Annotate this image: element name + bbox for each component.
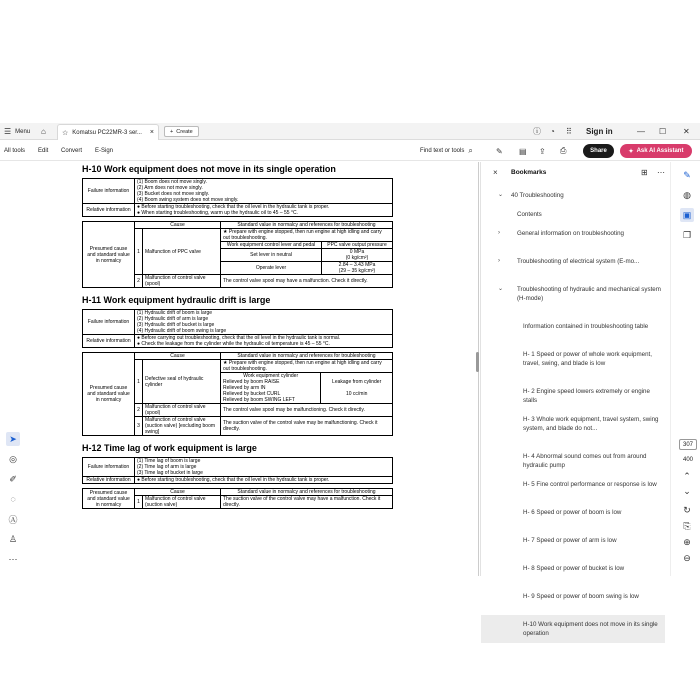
bookmark-item[interactable] [481, 531, 665, 559]
failure-info: (1) Hydraulic drift of boom is large (2) Hydraulic drift of arm is large (3) Hydraulic drift of bucket is large (4) Hydraulic drift of boom swing is large [135, 310, 393, 335]
standard-header: Standard value in normalcy and references for troubleshooting [221, 222, 393, 229]
bookmark-item[interactable] [481, 615, 665, 643]
minimize-icon[interactable]: — [637, 127, 645, 136]
presumed-label: Presumed cause and standard value in normalcy [83, 353, 135, 436]
h10-failure-table [82, 178, 393, 217]
h12-failure-table [82, 457, 393, 484]
bookmark-label: Information contained in troubleshooting table [523, 323, 649, 330]
plus-icon: + [170, 128, 174, 135]
cause-header: Cause [135, 489, 221, 496]
relative-info: ● Before starting troubleshooting, check that the oil level in the hydraulic tank is proper. ● When starting troubleshooting, warm up the hydraulic oil to 45 – 55 °C. [135, 204, 393, 217]
cause-text: Malfunction of control valve (spool) [143, 404, 221, 417]
cell-text: Set lever in neutral [221, 249, 322, 262]
ai-assistant-button[interactable] [620, 144, 692, 158]
cause-text: Malfunction of control valve (suction valve) [143, 496, 221, 509]
row-number: 1 [135, 229, 143, 275]
h11-cause-table [82, 352, 393, 436]
chevron-right-icon[interactable]: › [498, 258, 500, 264]
bookmark-item[interactable] [481, 224, 665, 252]
relative-label: Relative information [83, 204, 135, 217]
row-number: 1 [135, 496, 143, 509]
search-icon: ⌕ [468, 146, 473, 155]
reference-text: The control valve spool may be malfunctioning. Check it directly. [221, 404, 393, 417]
document-scrollbar-thumb[interactable] [476, 352, 479, 372]
bookmarks-panel [480, 162, 668, 637]
current-page-field[interactable]: 307 [679, 439, 697, 450]
cause-text: Malfunction of PPC valve [143, 229, 221, 275]
save-icon[interactable]: ▤ [519, 146, 527, 156]
stamp-icon[interactable]: ♙ [8, 533, 18, 544]
h12-cause-table [82, 488, 393, 509]
menu-bar [0, 141, 700, 161]
close-panel-icon[interactable]: × [493, 167, 498, 177]
bookmark-item[interactable] [481, 205, 665, 224]
presumed-label: Presumed cause and standard value in normalcy [83, 489, 135, 509]
column-header: PPC valve output pressure [322, 242, 393, 249]
pages-icon[interactable]: ❐ [682, 229, 692, 240]
bookmark-label: Troubleshooting of electrical system (E-mo... [517, 258, 640, 265]
chevron-down-icon[interactable]: ⌄ [683, 485, 691, 496]
close-window-icon[interactable]: ✕ [683, 127, 690, 136]
title-bar [0, 123, 700, 140]
bookmark-item[interactable] [481, 280, 665, 317]
add-bookmark-icon[interactable]: ⊞ [641, 167, 648, 177]
bookmark-item[interactable] [481, 317, 665, 345]
row-number: 2 [135, 404, 143, 417]
bookmark-item[interactable] [481, 410, 665, 447]
column-header: Work equipment control lever and pedal [221, 242, 322, 249]
reference-text: The control valve spool may have a malfunction. Check it directly. [221, 275, 393, 288]
pen-icon[interactable]: ✐ [9, 473, 17, 484]
comment-icon[interactable]: ◎ [9, 453, 17, 464]
chevron-down-icon[interactable]: ⌄ [498, 192, 504, 198]
left-tool-rail [0, 162, 28, 576]
bookmark-item[interactable] [481, 587, 665, 615]
bookmark-item[interactable] [481, 559, 665, 587]
bookmark-label: General information on troubleshooting [517, 230, 624, 237]
lasso-icon[interactable]: ◌ [10, 494, 16, 504]
chevron-down-icon[interactable]: ⌄ [498, 286, 504, 292]
failure-label: Failure information [83, 458, 135, 477]
upload-icon[interactable]: ⇪ [539, 146, 546, 156]
reference-text: The suction valve of the control valve may be malfunctioning. Check it directly. [221, 417, 393, 436]
note-text: ★ Prepare with engine stopped, then run engine at high idling and carry out troubleshooting. [221, 229, 393, 242]
cell-value: 0 MPa (0 kg/cm²) [322, 249, 393, 262]
cause-text: Defective seal of hydraulic cylinder [143, 360, 221, 404]
zoom-out-icon[interactable]: ⊖ [683, 552, 691, 563]
create-button[interactable] [164, 126, 199, 137]
bookmark-item[interactable] [481, 186, 665, 205]
note-text: ★ Prepare with engine stopped, then run engine at high idling and carry out troubleshooting. [221, 360, 393, 373]
pdf-page [82, 162, 402, 513]
home-icon[interactable]: ⌂ [41, 127, 46, 136]
cause-text: Malfunction of control valve (spool) [143, 275, 221, 288]
failure-label: Failure information [83, 179, 135, 204]
relieved-list: Work equipment cylinder Relieved by boom RAISE Relieved by arm IN Relieved by bucket CURL Relieved by boom SWING LEFT [221, 373, 321, 404]
relative-info: ● Before starting troubleshooting, check that the oil level in the hydraulic tank is proper. [135, 477, 393, 484]
document-viewport[interactable] [28, 162, 478, 576]
find-label: Find text or tools [420, 148, 465, 154]
annotate-icon[interactable]: ✎ [496, 146, 503, 156]
comments-icon[interactable]: ◍ [683, 189, 691, 200]
bookmark-item[interactable] [481, 252, 665, 280]
share-button[interactable]: Share [583, 144, 614, 158]
bookmark-label: H- 9 Speed or power of boom swing is low [523, 593, 639, 600]
cause-header: Cause [135, 353, 221, 360]
bookmark-item[interactable] [481, 382, 665, 410]
row-number: 3 [135, 417, 143, 436]
chevron-up-icon[interactable]: ⌃ [683, 470, 691, 481]
star-icon[interactable]: ☆ [62, 129, 69, 137]
right-rail [670, 162, 700, 576]
fit-page-icon[interactable]: ⎘ [683, 520, 691, 531]
create-label: Create [176, 128, 193, 135]
sign-in-button[interactable]: Sign in [586, 127, 613, 136]
find-text-button[interactable] [420, 141, 473, 161]
bookmark-item[interactable] [481, 475, 665, 503]
section-title-h10: H-10 Work equipment does not move in its single operation [82, 164, 336, 174]
notifications-icon[interactable]: ◔ [550, 127, 555, 136]
ai-label: Ask AI Assistant [636, 148, 684, 154]
cause-header: Cause [135, 222, 221, 229]
esign-menu[interactable]: E-Sign [95, 148, 114, 154]
ai-sparkle-icon: ✦ [628, 148, 634, 155]
row-number: 2 [135, 275, 143, 288]
failure-label: Failure information [83, 310, 135, 335]
reference-text: The suction valve of the control valve may have a malfunction. Check it directly. [221, 496, 393, 509]
more-options-icon[interactable]: ⋯ [657, 167, 665, 177]
bookmark-label: H- 4 Abnormal sound comes out from around hydraulic pump [523, 453, 647, 469]
h10-cause-table [82, 221, 393, 288]
edit-pdf-icon[interactable]: ✎ [683, 169, 691, 180]
bookmark-item[interactable] [481, 447, 665, 475]
bookmarks-header [481, 162, 669, 182]
more-tools-icon[interactable]: ⋯ [8, 553, 18, 564]
hamburger-icon: ☰ [4, 127, 12, 136]
cause-text: Malfunction of control valve (suction valve) [excluding boom swing] [143, 417, 221, 436]
failure-info: (1) Time lag of boom is large (2) Time lag of arm is large (3) Time lag of bucket in large [135, 458, 393, 477]
total-pages: 400 [682, 457, 693, 463]
bookmark-label: H- 6 Speed or power of boom is low [523, 509, 622, 516]
relative-label: Relative information [83, 335, 135, 348]
standard-header: Standard value in normalcy and references for troubleshooting [221, 489, 393, 496]
bookmark-label: H-10 Work equipment does not move in its single operation [523, 621, 658, 637]
presumed-label: Presumed cause and standard value in normalcy [83, 222, 135, 288]
standard-header: Standard value in normalcy and references for troubleshooting [221, 353, 393, 360]
menu-button[interactable] [4, 123, 30, 140]
maximize-icon[interactable]: ☐ [659, 127, 667, 136]
bookmark-label: H- 2 Engine speed lowers extremely or engine stalls [523, 388, 650, 404]
row-number: 1 [135, 360, 143, 404]
bookmarks-panel-icon[interactable]: ▣ [680, 208, 694, 222]
zoom-in-icon[interactable]: ⊕ [683, 536, 691, 547]
failure-info: (1) Boom does not move singly. (2) Arm does not move singly. (3) Bucket does not move singly. (4) Boom swing system does not move singly. [135, 179, 393, 204]
bookmark-label: Troubleshooting of hydraulic and mechanical system (H-mode) [517, 286, 661, 302]
select-cursor-icon[interactable]: ➤ [6, 432, 20, 446]
tab-title: Komatsu PC22MR-3 ser... [72, 129, 142, 136]
menu-label: Menu [15, 128, 31, 135]
help-icon[interactable]: ⓘ [533, 127, 541, 136]
leak-value: Leakage from cylinder 10 cc/min [321, 373, 393, 404]
pdf-viewer-window [0, 123, 700, 637]
chevron-right-icon[interactable]: › [498, 230, 500, 236]
text-box-icon[interactable]: Ⓐ [8, 514, 18, 525]
bookmark-label: H- 1 Speed or power of whole work equipment, travel, swing, and blade is low [523, 351, 652, 367]
convert-menu[interactable]: Convert [61, 148, 83, 154]
section-title-h12: H-12 Time lag of work equipment is large [82, 443, 257, 453]
section-title-h11: H-11 Work equipment hydraulic drift is large [82, 295, 271, 305]
document-tab[interactable] [57, 124, 159, 140]
relative-info: ● Before carrying out troubleshooting, check that the oil level in the hydraulic tank is normal. ● Check the leakage from the cylinder while the hydraulic oil temperature is 45 – 55 °C. [135, 335, 393, 348]
h11-failure-table [82, 309, 393, 348]
print-icon[interactable]: ⎙ [560, 146, 567, 155]
relative-label: Relative information [83, 477, 135, 484]
bookmark-item[interactable] [481, 503, 665, 531]
rotate-icon[interactable]: ↻ [683, 504, 691, 515]
bookmark-label: H- 7 Speed or power of arm is low [523, 537, 617, 544]
bookmarks-title: Bookmarks [511, 168, 547, 176]
all-tools-menu[interactable]: All tools [4, 148, 26, 154]
bookmark-label: 40 Troubleshooting [511, 192, 564, 199]
bookmark-label: H- 5 Fine control performance or response is low [523, 481, 657, 488]
bookmark-label: Contents [517, 211, 542, 218]
bookmark-label: H- 3 Whole work equipment, travel system, swing system, and blade do not... [523, 416, 659, 432]
cell-text: Operate lever [221, 262, 322, 275]
bookmark-label: H- 8 Speed or power of bucket is low [523, 565, 625, 572]
edit-menu[interactable]: Edit [38, 148, 49, 154]
cell-value: 2.84 – 3.43 MPa (29 – 35 kg/cm²) [322, 262, 393, 275]
close-tab-icon[interactable]: × [149, 129, 154, 136]
bookmark-item[interactable] [481, 345, 665, 382]
apps-grid-icon[interactable]: ⠿ [566, 127, 572, 136]
